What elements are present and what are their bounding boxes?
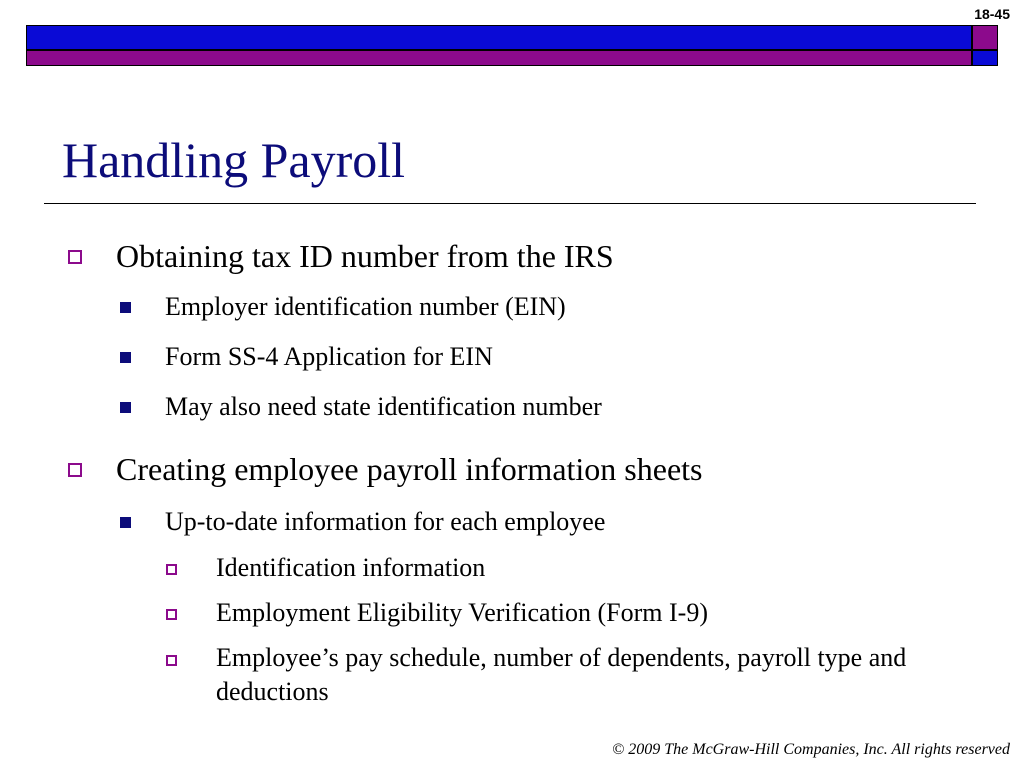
hollow-square-bullet-icon xyxy=(68,250,82,264)
filled-square-bullet-icon xyxy=(120,402,131,413)
bullet-item-level3: Identification information xyxy=(216,553,486,582)
hollow-square-bullet-icon xyxy=(166,655,177,666)
bullet-item-level2: Up-to-date information for each employee xyxy=(165,507,606,536)
bullet-item-level2: Employer identification number (EIN) xyxy=(165,292,566,321)
hollow-square-bullet-icon xyxy=(68,463,82,477)
copyright-footer: © 2009 The McGraw-Hill Companies, Inc. All rights reserved xyxy=(612,741,1010,758)
hollow-square-bullet-icon xyxy=(166,564,177,575)
bullet-item-level2: May also need state identification number xyxy=(165,392,602,421)
filled-square-bullet-icon xyxy=(120,302,131,313)
bullet-item-level3: Employment Eligibility Verification (Form I-9) xyxy=(216,598,708,627)
hollow-square-bullet-icon xyxy=(166,609,177,620)
bullet-item-level1: Obtaining tax ID number from the IRS xyxy=(116,238,614,274)
bullet-item-level2: Form SS-4 Application for EIN xyxy=(165,342,493,371)
bullet-item-level1: Creating employee payroll information sheets xyxy=(116,451,703,487)
slide-number: 18-45 xyxy=(974,6,1010,22)
bullet-item-level3: Employee’s pay schedule, number of dependents, payroll type and deductions xyxy=(216,643,907,706)
slide-title: Handling Payroll xyxy=(62,132,406,188)
filled-square-bullet-icon xyxy=(120,517,131,528)
filled-square-bullet-icon xyxy=(120,352,131,363)
